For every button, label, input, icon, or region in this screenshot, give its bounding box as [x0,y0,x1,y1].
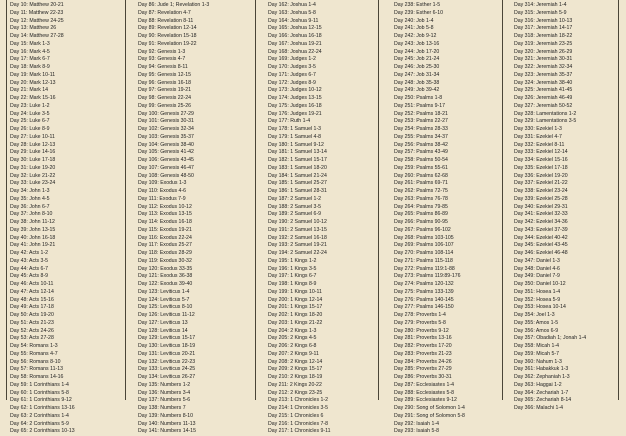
reading-entry: Day 64: 2 Corinthians 5-9 [10,420,69,427]
reading-entry: Day 264: Psalms 79-85 [394,203,448,210]
reading-entry: Day 275: Psalms 133-139 [394,288,454,295]
reading-entry: Day 270: Psalms 108-114 [394,250,454,256]
reading-entry: Day 346: Ezekiel 46-48 [514,250,568,256]
reading-entry: Day 135: Numbers 1-2 [138,381,191,388]
reading-entry: Day 239: Esther 6-10 [394,9,444,16]
reading-entry: Day 110: Exodus 4-6 [138,188,187,194]
reading-entry: Day 180: 1 Samuel 9-12 [268,141,324,148]
reading-entry: Day 190: 2 Samuel 10-12 [268,219,327,225]
reading-entry: Day 354: Joel 1-3 [514,312,555,318]
reading-entry: Day 355: Amos 1-5 [514,319,559,326]
reading-entry: Day 27: Luke 10-11 [10,133,55,140]
reading-entry: Day 187: 2 Samuel 1-2 [268,195,322,202]
reading-entry: Day 53: Acts 27-28 [10,335,54,342]
reading-entry: Day 168: Joshua 22-24 [268,48,322,55]
reading-entry: Day 247: Job 31-34 [394,71,440,78]
reading-entry: Day 364: Zechariah 1-7 [514,389,569,396]
reading-entry: Day 102: Genesis 32-34 [138,126,194,132]
reading-entry: Day 163: Joshua 5-8 [268,9,316,16]
reading-entry: Day 126: Leviticus 11-12 [138,312,195,318]
reading-entry: Day 199: 1 Kings 10-11 [268,288,322,295]
reading-entry: Day 100: Genesis 27-29 [138,110,194,117]
reading-entry: Day 37: John 8-10 [10,211,53,218]
reading-entry: Day 133: Leviticus 24-25 [138,366,196,373]
reading-entry: Day 96: Genesis 16-18 [138,79,192,86]
reading-entry: Day 17: Mark 6-7 [10,56,50,63]
reading-entry: Day 334: Ezekiel 15-16 [514,157,568,163]
reading-entry: Day 260: Psalms 62-68 [394,172,448,179]
reading-entry: Day 58: Romans 14-16 [10,374,64,380]
reading-entry: Day 197: 1 Kings 6-7 [268,273,317,280]
reading-entry: Day 317: Jeremiah 14-17 [514,25,573,32]
reading-entry: Day 185: 1 Samuel 25-27 [268,180,327,187]
reading-entry: Day 314: Jeremiah 1-4 [514,2,567,8]
reading-entry: Day 166: Joshua 16-18 [268,33,322,39]
reading-entry: Day 279: Proverbs 5-8 [394,319,446,326]
column-divider [502,0,503,400]
reading-entry: Day 19: Mark 10-11 [10,71,56,78]
reading-entry: Day 256: Psalms 38-42 [394,141,448,148]
reading-entry: Day 365: Zechariah 8-14 [514,397,572,404]
reading-entry: Day 99: Genesis 25-26 [138,102,192,109]
reading-entry: Day 11: Matthew 22-23 [10,9,64,16]
reading-entry: Day 137: Numbers 5-6 [138,397,191,404]
reading-entry: Day 115: Exodus 19-21 [138,226,192,233]
reading-entry: Day 112: Exodus 10-12 [138,203,192,210]
reading-entry: Day 266: Psalms 90-95 [394,219,448,225]
reading-entry: Day 352: Hosea 5-9 [514,296,561,303]
reading-entry: Day 18: Mark 8-9 [10,64,50,70]
reading-entry: Day 338: Ezekiel 23-24 [514,188,568,194]
reading-entry: Day 274: Psalms 120-132 [394,281,454,287]
reading-entry: Day 119: Exodus 30-32 [138,257,192,264]
reading-entry: Day 362: Zephaniah 1-3 [514,374,570,380]
reading-entry: Day 363: Haggai 1-2 [514,381,562,388]
reading-entry: Day 267: Psalms 96-102 [394,226,451,233]
reading-entry: Day 50: Acts 19-20 [10,312,54,318]
reading-entry: Day 330: Ezekiel 1-3 [514,126,562,132]
reading-entry: Day 179: 1 Samuel 4-8 [268,133,322,140]
reading-entry: Day 356: Amos 6-9 [514,327,559,334]
reading-entry: Day 43: Acts 3-5 [10,257,49,264]
reading-entry: Day 213: 1 Chronicles 1-2 [268,397,328,404]
reading-entry: Day 117: Exodus 25-27 [138,242,192,249]
column-divider [125,0,126,400]
reading-entry: Day 284: Proverbs 24-26 [394,358,452,365]
reading-entry: Day 192: 2 Samuel 16-18 [268,234,327,241]
reading-entry: Day 206: 2 Kings 6-8 [268,343,317,349]
reading-entry: Day 357: Obadiah 1; Jonah 1-4 [514,335,587,342]
reading-entry: Day 140: Numbers 11-13 [138,420,196,427]
reading-entry: Day 361: Habakkuk 1-3 [514,366,569,373]
reading-entry: Day 359: Micah 5-7 [514,350,559,357]
reading-column-3 [268,0,374,435]
reading-entry: Day 242: Job 9-12 [394,33,437,39]
reading-entry: Day 29: Luke 14-16 [10,149,56,156]
reading-entry: Day 45: Acts 8-9 [10,273,49,280]
reading-entry: Day 285: Proverbs 27-29 [394,366,452,373]
reading-entry: Day 244: Job 17-20 [394,48,440,55]
reading-entry: Day 287: Ecclesiastes 1-4 [394,381,454,388]
reading-entry: Day 214: 1 Chronicles 3-5 [268,405,328,411]
reading-entry: Day 63: 2 Corinthians 1-4 [10,412,69,419]
reading-entry: Day 65: 2 Corinthians 10-13 [10,428,75,435]
reading-entry: Day 111: Exodus 7-9 [138,195,186,202]
reading-entry: Day 265: Psalms 86-89 [394,211,448,218]
reading-entry: Day 337: Ezekiel 21-22 [514,180,568,187]
reading-entry: Day 347: Daniel 1-3 [514,257,560,264]
reading-entry: Day 339: Ezekiel 25-28 [514,195,568,202]
reading-entry: Day 21: Mark 14 [10,87,49,94]
reading-entry: Day 49: Acts 17-18 [10,304,54,311]
reading-entry: Day 251: Psalms 9-17 [394,102,446,109]
reading-entry: Day 257: Psalms 43-49 [394,149,448,156]
reading-entry: Day 41: John 19-21 [10,242,56,249]
reading-entry: Day 325: Jeremiah 41-45 [514,87,573,94]
reading-entry: Day 55: Romans 4-7 [10,350,58,357]
reading-entry: Day 107: Genesis 46-47 [138,164,194,171]
reading-entry: Day 216: 1 Chronicles 7-8 [268,420,328,427]
reading-entry: Day 322: Jeremiah 32-34 [514,64,573,70]
reading-entry: Day 331: Ezekiel 4-7 [514,133,562,140]
reading-entry: Day 104: Genesis 38-40 [138,141,194,148]
reading-entry: Day 282: Proverbs 17-20 [394,343,452,349]
reading-entry: Day 139: Numbers 8-10 [138,412,194,419]
column-divider [255,0,256,400]
reading-entry: Day 113: Exodus 13-15 [138,211,192,218]
reading-entry: Day 341: Ezekiel 32-33 [514,211,568,218]
reading-column-2 [138,0,251,435]
reading-entry: Day 62: 1 Corinthians 13-16 [10,405,75,411]
reading-entry: Day 164: Joshua 9-11 [268,17,319,24]
reading-entry: Day 118: Exodus 28-29 [138,250,192,256]
reading-entry: Day 92: Genesis 1-3 [138,48,186,55]
reading-entry: Day 95: Genesis 12-15 [138,71,192,78]
reading-entry: Day 255: Psalms 34-37 [394,133,448,140]
reading-entry: Day 22: Mark 15-16 [10,95,56,101]
reading-entry: Day 254: Psalms 28-33 [394,126,448,132]
reading-entry: Day 217: 1 Chronicles 9-11 [268,428,331,435]
reading-entry: Day 203: 1 Kings 21-22 [268,319,323,326]
reading-entry: Day 209: 2 Kings 15-17 [268,366,323,373]
reading-entry: Day 51: Acts 21-23 [10,319,54,326]
reading-entry: Day 278: Proverbs 1-4 [394,312,446,318]
reading-entry: Day 23: Luke 1-2 [10,102,50,109]
reading-entry: Day 262: Psalms 72-75 [394,188,448,194]
reading-entry: Day 271: Psalms 115-118 [394,257,453,264]
reading-entry: Day 131: Leviticus 20-21 [138,350,196,357]
column-divider [378,0,379,400]
column-divider [618,0,619,400]
reading-entry: Day 167: Joshua 19-21 [268,40,322,47]
reading-entry: Day 283: Proverbs 21-23 [394,350,452,357]
reading-entry: Day 286: Proverbs 30-31 [394,374,452,380]
reading-column-4 [394,0,498,435]
column-divider [6,0,7,400]
reading-entry: Day 36: John 6-7 [10,203,50,210]
reading-entry: Day 173: Judges 10-12 [268,87,322,94]
reading-entry: Day 207: 2 Kings 9-11 [268,350,319,357]
reading-entry: Day 24: Luke 3-5 [10,110,50,117]
reading-entry: Day 130: Leviticus 18-19 [138,343,196,349]
reading-entry: Day 201: 1 Kings 15-17 [268,304,323,311]
reading-entry: Day 31: Luke 19-20 [10,164,56,171]
reading-entry: Day 245: Job 21-24 [394,56,440,63]
reading-entry: Day 128: Leviticus 14 [138,327,188,334]
reading-entry: Day 57: Romans 11-13 [10,366,63,373]
reading-entry: Day 319: Jeremiah 23-25 [514,40,573,47]
reading-entry: Day 123: Leviticus 1-4 [138,288,190,295]
reading-entry: Day 246: Job 25-30 [394,64,440,70]
reading-entry: Day 47: Acts 12-14 [10,288,54,295]
reading-entry: Day 34: John 1-3 [10,188,50,194]
reading-entry: Day 98: Genesis 22-24 [138,95,192,101]
reading-entry: Day 243: Job 13-16 [394,40,440,47]
reading-entry: Day 162: Joshua 1-4 [268,2,316,8]
reading-entry: Day 134: Leviticus 26-27 [138,374,196,380]
reading-entry: Day 129: Leviticus 15-17 [138,335,196,342]
reading-entry: Day 125: Leviticus 8-10 [138,304,193,311]
reading-entry: Day 351: Hosea 1-4 [514,288,561,295]
reading-entry: Day 94: Genesis 8-11 [138,64,188,70]
reading-entry: Day 366: Malachi 1-4 [514,405,564,411]
reading-entry: Day 198: 1 Kings 8-9 [268,281,317,287]
reading-entry: Day 176: Judges 19-21 [268,110,322,117]
reading-entry: Day 212: 2 Kings 23-25 [268,389,323,396]
reading-entry: Day 208: 2 Kings 12-14 [268,358,323,365]
reading-entry: Day 288: Ecclesiastes 5-8 [394,389,454,396]
reading-entry: Day 93: Genesis 4-7 [138,56,186,63]
reading-entry: Day 345: Ezekiel 43-45 [514,242,568,249]
reading-entry: Day 20: Mark 12-13 [10,79,56,86]
reading-entry: Day 250: Psalms 1-8 [394,95,443,101]
reading-entry: Day 61: 1 Corinthians 9-12 [10,397,72,404]
reading-entry: Day 40: John 16-18 [10,234,56,241]
reading-entry: Day 258: Psalms 50-54 [394,157,448,163]
reading-entry: Day 241: Job 5-8 [394,25,434,32]
reading-entry: Day 269: Psalms 106-107 [394,242,454,249]
reading-entry: Day 336: Ezekiel 19-20 [514,172,568,179]
reading-entry: Day 136: Numbers 3-4 [138,389,191,396]
reading-entry: Day 101: Genesis 30-31 [138,118,194,125]
reading-entry: Day 44: Acts 6-7 [10,265,49,272]
reading-entry: Day 184: 1 Samuel 21-24 [268,172,327,179]
reading-entry: Day 174: Judges 13-15 [268,95,322,101]
reading-entry: Day 122: Exodus 39-40 [138,281,193,287]
reading-entry: Day 141: Numbers 14-15 [138,428,196,435]
reading-entry: Day 329: Lamentations 3-5 [514,118,577,125]
reading-entry: Day 360: Nahum 1-3 [514,358,562,365]
reading-entry: Day 348: Daniel 4-6 [514,265,560,272]
reading-entry: Day 332: Ezekiel 8-11 [514,141,565,148]
reading-entry: Day 202: 1 Kings 18-20 [268,312,323,318]
reading-entry: Day 13: Matthew 26 [10,25,57,32]
reading-entry: Day 32: Luke 21-22 [10,172,56,179]
reading-entry: Day 188: 2 Samuel 3-5 [268,203,322,210]
reading-entry: Day 290: Song of Solomon 1-4 [394,405,465,411]
reading-entry: Day 124: Leviticus 5-7 [138,296,190,303]
reading-entry: Day 52: Acts 24-26 [10,327,54,334]
reading-entry: Day 281: Proverbs 13-16 [394,335,452,342]
reading-entry: Day 30: Luke 17-18 [10,157,56,163]
reading-entry: Day 215: 1 Chronicles 6 [268,412,324,419]
reading-entry: Day 25: Luke 6-7 [10,118,50,125]
reading-entry: Day 194: 2 Samuel 22-24 [268,250,327,256]
reading-entry: Day 259: Psalms 55-61 [394,164,448,171]
reading-entry: Day 38: John 11-12 [10,219,55,225]
reading-entry: Day 328: Lamentations 1-2 [514,110,577,117]
reading-entry: Day 171: Judges 6-7 [268,71,316,78]
reading-entry: Day 276: Psalms 140-145 [394,296,454,303]
reading-entry: Day 272: Psalms 119:1-88 [394,265,455,272]
reading-column-5 [514,0,614,411]
reading-entry: Day 127: Leviticus 13 [138,319,188,326]
reading-entry: Day 200: 1 Kings 12-14 [268,296,323,303]
reading-entry: Day 268: Psalms 103-105 [394,234,454,241]
reading-column-1 [10,0,122,435]
reading-entry: Day 340: Ezekiel 29-31 [514,203,568,210]
reading-entry: Day 116: Exodus 22-24 [138,234,192,241]
reading-entry: Day 183: 1 Samuel 18-20 [268,164,327,171]
reading-entry: Day 170: Judges 3-5 [268,64,316,70]
reading-entry: Day 350: Daniel 10-12 [514,281,566,287]
reading-entry: Day 344: Ezekiel 40-42 [514,234,568,241]
reading-entry: Day 172: Judges 8-9 [268,79,316,86]
reading-entry: Day 193: 2 Samuel 19-21 [268,242,327,249]
reading-entry: Day 353: Hosea 10-14 [514,304,566,311]
reading-entry: Day 323: Jeremiah 35-37 [514,71,573,78]
reading-entry: Day 293: Isaiah 5-8 [394,428,439,435]
reading-entry: Day 261: Psalms 69-71 [394,180,448,187]
reading-entry: Day 42: Acts 1-2 [10,250,49,256]
reading-entry: Day 12: Matthew 24-25 [10,17,64,24]
reading-entry: Day 324: Jeremiah 38-40 [514,79,573,86]
reading-entry: Day 186: 1 Samuel 28-31 [268,188,327,194]
reading-entry: Day 252: Psalms 18-21 [394,110,448,117]
reading-entry: Day 39: John 13-15 [10,226,56,233]
reading-entry: Day 138: Numbers 7 [138,405,186,411]
reading-entry: Day 28: Luke 12-13 [10,141,56,148]
reading-entry: Day 321: Jeremiah 30-31 [514,56,573,63]
reading-entry: Day 175: Judges 16-18 [268,102,322,109]
reading-entry: Day 335: Ezekiel 17-18 [514,164,568,171]
reading-entry: Day 273: Psalms 119:89-176 [394,273,461,280]
reading-entry: Day 59: 1 Corinthians 1-4 [10,381,69,388]
reading-entry: Day 191: 2 Samuel 13-15 [268,226,327,233]
reading-entry: Day 263: Psalms 76-78 [394,195,448,202]
reading-entry: Day 48: Acts 15-16 [10,296,54,303]
reading-entry: Day 10: Matthew 20-21 [10,2,64,8]
reading-entry: Day 326: Jeremiah 46-49 [514,95,573,101]
reading-entry: Day 60: 1 Corinthians 5-8 [10,389,69,396]
reading-entry: Day 91: Revelation 19-22 [138,40,197,47]
reading-entry: Day 249: Job 39-42 [394,87,440,94]
reading-entry: Day 182: 1 Samuel 15-17 [268,157,327,163]
reading-entry: Day 195: 1 Kings 1-2 [268,257,317,264]
reading-entry: Day 280: Proverbs 9-12 [394,327,449,334]
reading-entry: Day 178: 1 Samuel 1-3 [268,126,322,132]
reading-entry: Day 16: Mark 4-5 [10,48,50,55]
reading-entry: Day 240: Job 1-4 [394,17,434,24]
reading-entry: Day 358: Micah 1-4 [514,343,559,349]
reading-entry: Day 46: Acts 10-11 [10,281,54,287]
reading-entry: Day 327: Jeremiah 50-52 [514,102,573,109]
reading-entry: Day 89: Revelation 12-14 [138,25,197,32]
reading-entry: Day 169: Judges 1-2 [268,56,316,63]
reading-entry: Day 343: Ezekiel 37-39 [514,226,568,233]
reading-entry: Day 277: Psalms 146-150 [394,304,454,311]
reading-entry: Day 114: Exodus 16-18 [138,219,192,225]
reading-entry: Day 106: Genesis 43-45 [138,157,194,163]
reading-entry: Day 204: 2 Kings 1-3 [268,327,317,334]
reading-entry: Day 105: Genesis 41-42 [138,149,194,156]
reading-entry: Day 121: Exodus 36-38 [138,273,193,280]
reading-entry: Day 108: Genesis 48-50 [138,172,194,179]
reading-entry: Day 289: Ecclesiastes 9-12 [394,397,457,404]
reading-entry: Day 205: 2 Kings 4-5 [268,335,317,342]
reading-entry: Day 86: Jude 1; Revelation 1-3 [138,2,210,8]
reading-entry: Day 26: Luke 8-9 [10,126,50,132]
reading-entry: Day 248: Job 35-38 [394,79,440,86]
reading-entry: Day 316: Jeremiah 10-13 [514,17,573,24]
reading-entry: Day 181: 1 Samuel 13-14 [268,149,327,156]
reading-entry: Day 87: Revelation 4-7 [138,9,191,16]
reading-entry: Day 315: Jeremiah 5-9 [514,9,567,16]
reading-entry: Day 320: Jeremiah 26-29 [514,48,573,55]
reading-entry: Day 292: Isaiah 1-4 [394,420,439,427]
reading-entry: Day 132: Leviticus 22-23 [138,358,196,365]
reading-entry: Day 177: Ruth 1-4 [268,118,311,125]
reading-entry: Day 342: Ezekiel 34-36 [514,219,568,225]
reading-entry: Day 35: John 4-5 [10,195,50,202]
reading-entry: Day 54: Romans 1-3 [10,343,58,349]
reading-entry: Day 88: Revelation 8-11 [138,17,194,24]
reading-entry: Day 90: Revelation 15-18 [138,33,197,39]
reading-entry: Day 210: 2 Kings 18-19 [268,374,323,380]
reading-entry: Day 120: Exodus 33-35 [138,265,193,272]
reading-entry: Day 97: Genesis 19-21 [138,87,192,94]
reading-entry: Day 15: Mark 1-3 [10,40,50,47]
reading-entry: Day 189: 2 Samuel 6-9 [268,211,322,218]
reading-entry: Day 33: Luke 23-24 [10,180,56,187]
reading-entry: Day 14: Matthew 27-28 [10,33,64,39]
reading-entry: Day 196: 1 Kings 3-5 [268,265,317,272]
reading-entry: Day 349: Daniel 7-9 [514,273,560,280]
reading-entry: Day 238: Esther 1-5 [394,2,441,8]
reading-entry: Day 291: Song of Solomon 5-8 [394,412,465,419]
reading-entry: Day 318: Jeremiah 18-22 [514,33,573,39]
reading-entry: Day 211: 2 Kings 20-22 [268,381,322,388]
reading-entry: Day 109: Exodus 1-3 [138,180,187,187]
reading-entry: Day 253: Psalms 22-27 [394,118,448,125]
reading-entry: Day 56: Romans 8-10 [10,358,61,365]
reading-entry: Day 333: Ezekiel 12-14 [514,149,568,156]
reading-entry: Day 103: Genesis 35-37 [138,133,194,140]
reading-entry: Day 165: Joshua 12-15 [268,25,322,32]
